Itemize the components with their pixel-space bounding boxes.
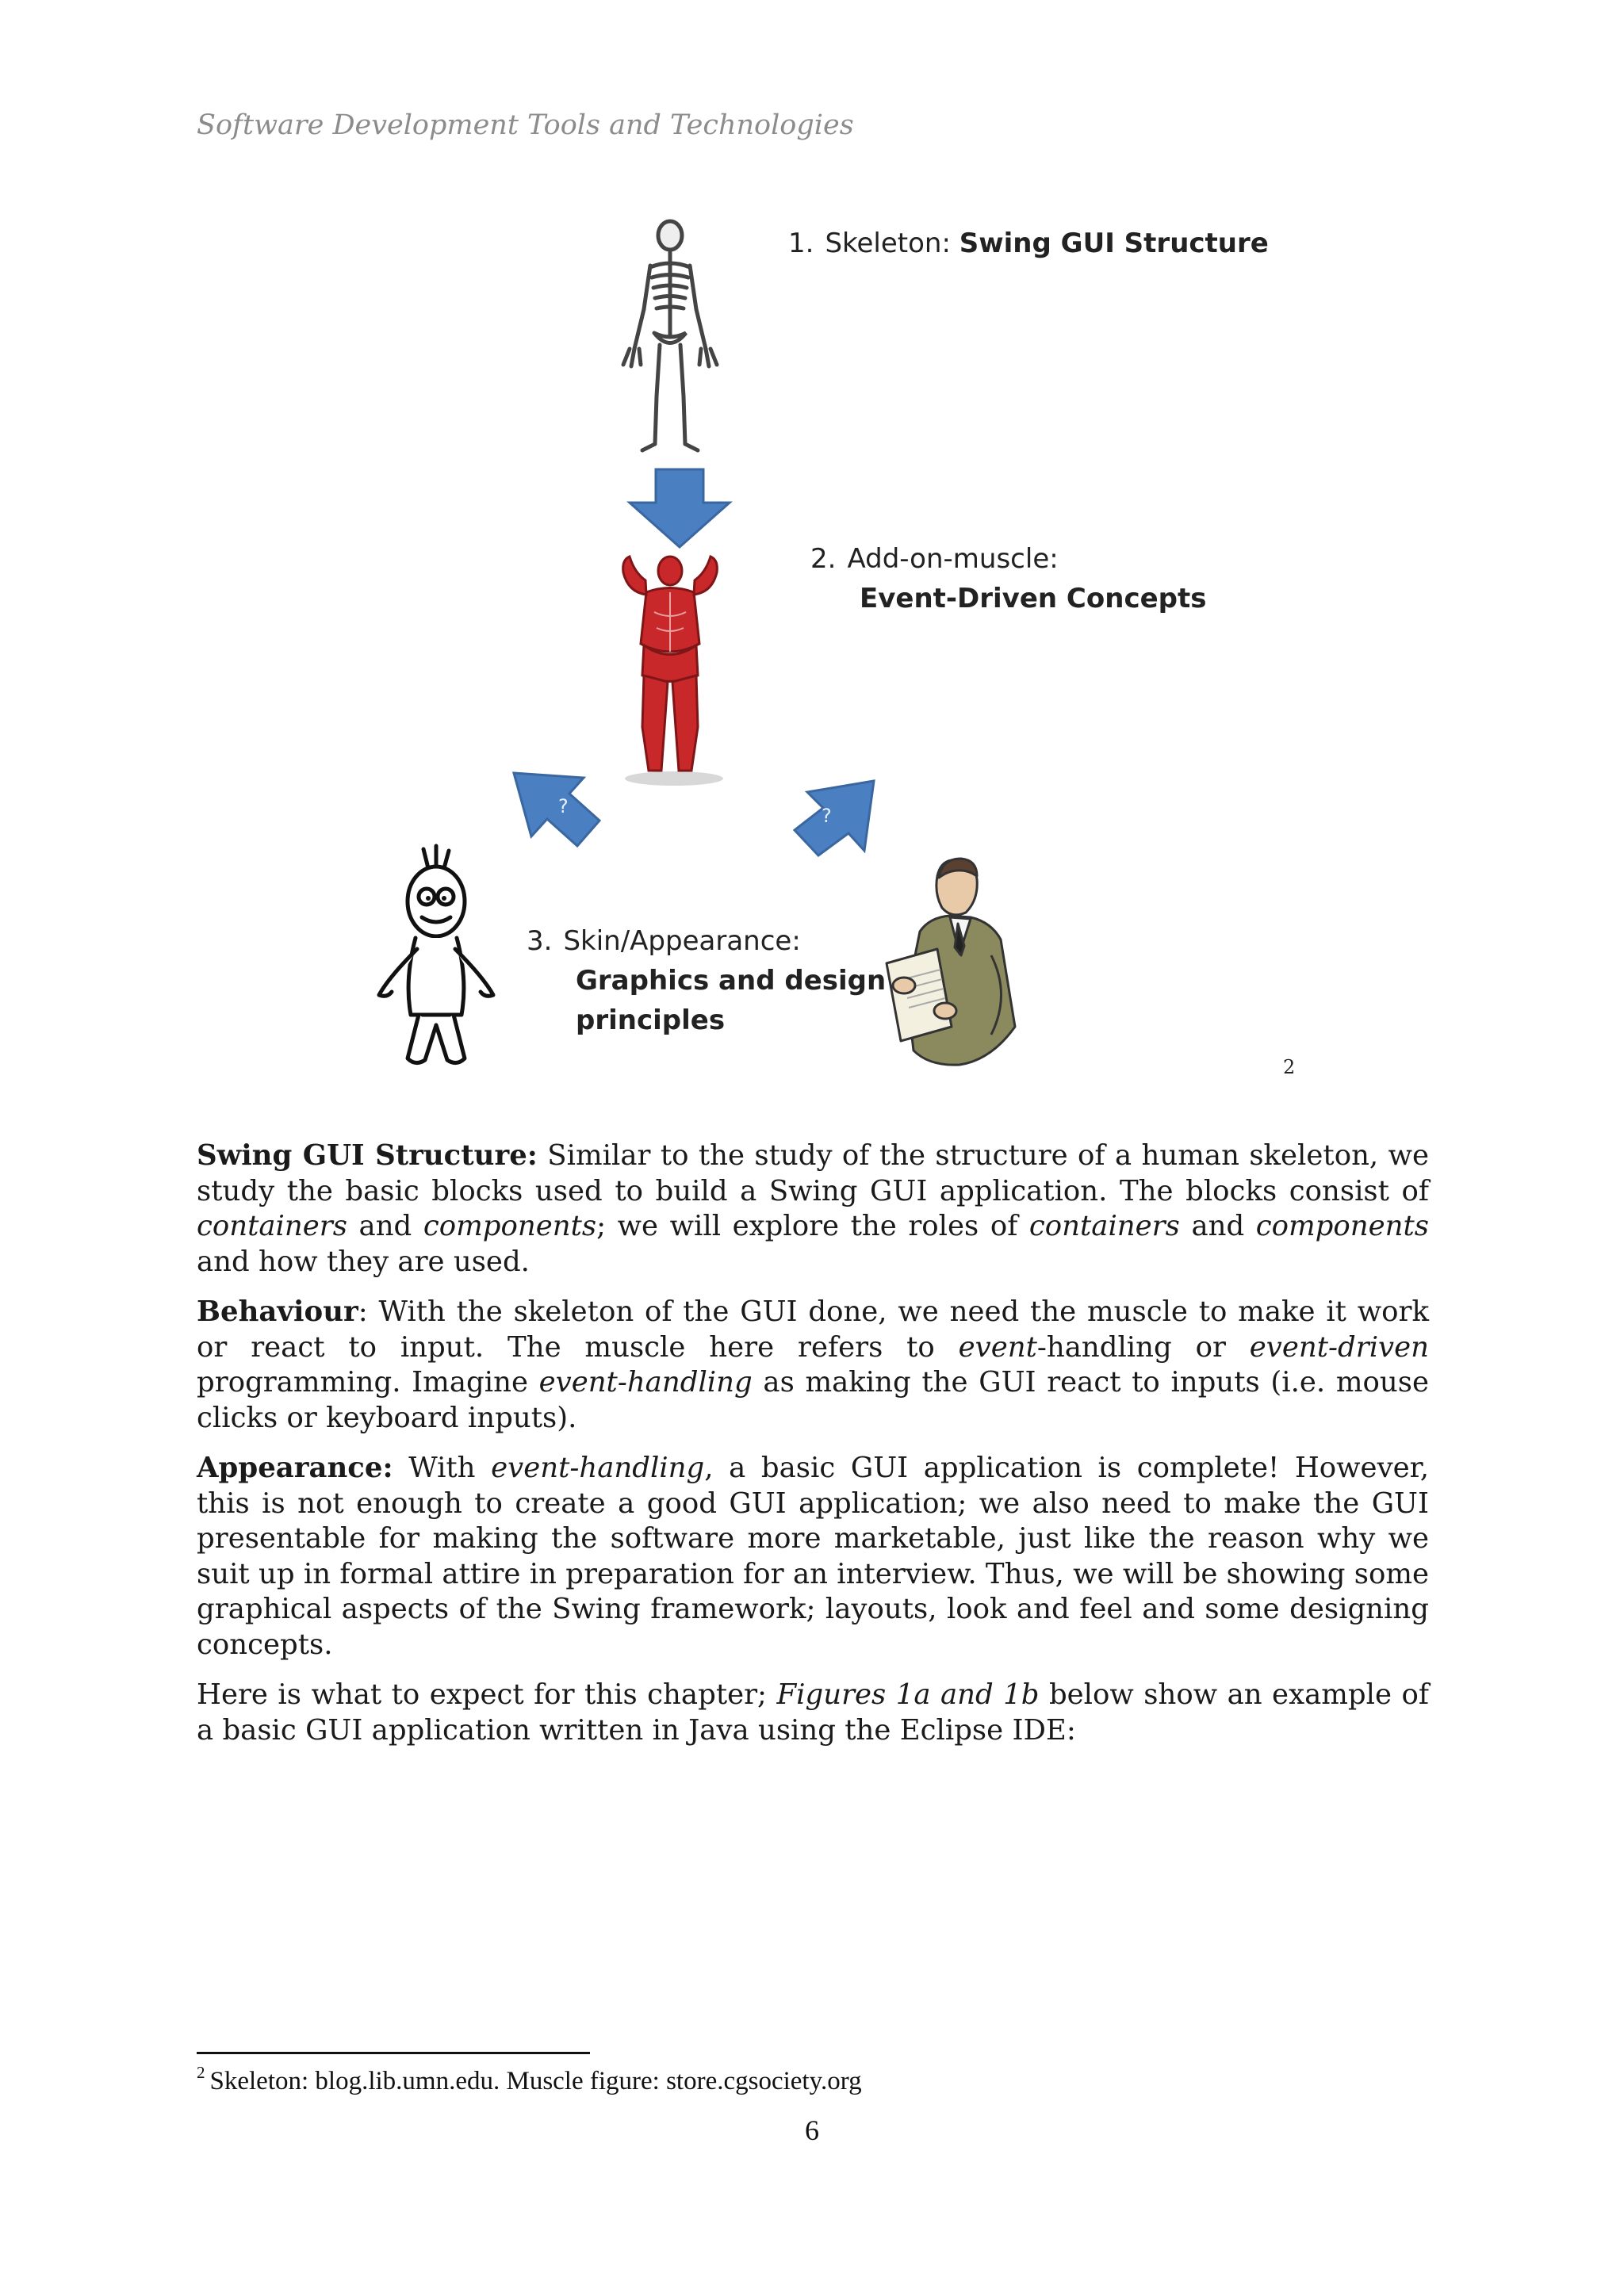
paragraph-behaviour: Behaviour: With the skeleton of the GUI done, we need the muscle to make it work or react to input. The muscle here refers to event-handling or event-driven programming. Imagine event-handling as making the GUI react to inputs (i.e. mouse clicks or keyboard inputs). [197,1295,1429,1434]
cartoon-person-icon [373,844,500,1074]
paragraph-swing-gui-structure: Swing GUI Structure: Similar to the study of the structure of a human skeleton, we study the basic blocks used to build a Swing GUI application. The blocks consist of containers and components; we will explore the roles of containers and components and how they are used. [197,1139,1430,1278]
arrow-left-icon [514,773,601,852]
skeleton-icon [611,218,730,456]
footnote-divider [197,2052,590,2054]
figure-caption-muscle: 2. Add-on-muscle: Event-Driven Concepts [810,543,1207,614]
question-mark-left: ? [558,795,569,817]
businessman-icon [872,852,1039,1074]
footnote-text: Skeleton: blog.lib.umn.edu. Muscle figure: store.cgsociety.org [209,2067,862,2095]
gui-concepts-figure [0,0,1624,1110]
body-text [197,1138,1429,1763]
running-header: Software Development Tools and Technologies [197,109,854,141]
footnote-marker: 2 [197,2063,205,2082]
arrow-down-icon [628,469,731,549]
figure-footnote-reference: 2 [1283,1056,1296,1078]
figure-caption-skeleton: 1. Skeleton: Swing GUI Structure [788,228,1269,259]
figure-caption-appearance: 3. Skin/Appearance: Graphics and design principles [527,925,887,1036]
paragraph-chapter-expectation: Here is what to expect for this chapter; Figures 1a and 1b below show an example of a basic GUI application written in Java using the Eclipse IDE: [197,1678,1429,1747]
muscle-figure-icon [611,549,730,786]
paragraph-appearance: Appearance: With event-handling, a basic GUI application is complete! However, this is not enough to create a good GUI application; we also need to make the GUI presentable for making the software more marketable, just like the reason why we suit up in formal attire in preparation for an interview. Thus, we will be showing some graphical aspects of the Swing framework; layouts, look and feel and some designing concepts. [197,1452,1429,1661]
arrow-right-icon [785,781,876,856]
footnote [197,2063,862,2096]
question-mark-right: ? [822,805,832,827]
page-number: 6 [805,2114,819,2146]
